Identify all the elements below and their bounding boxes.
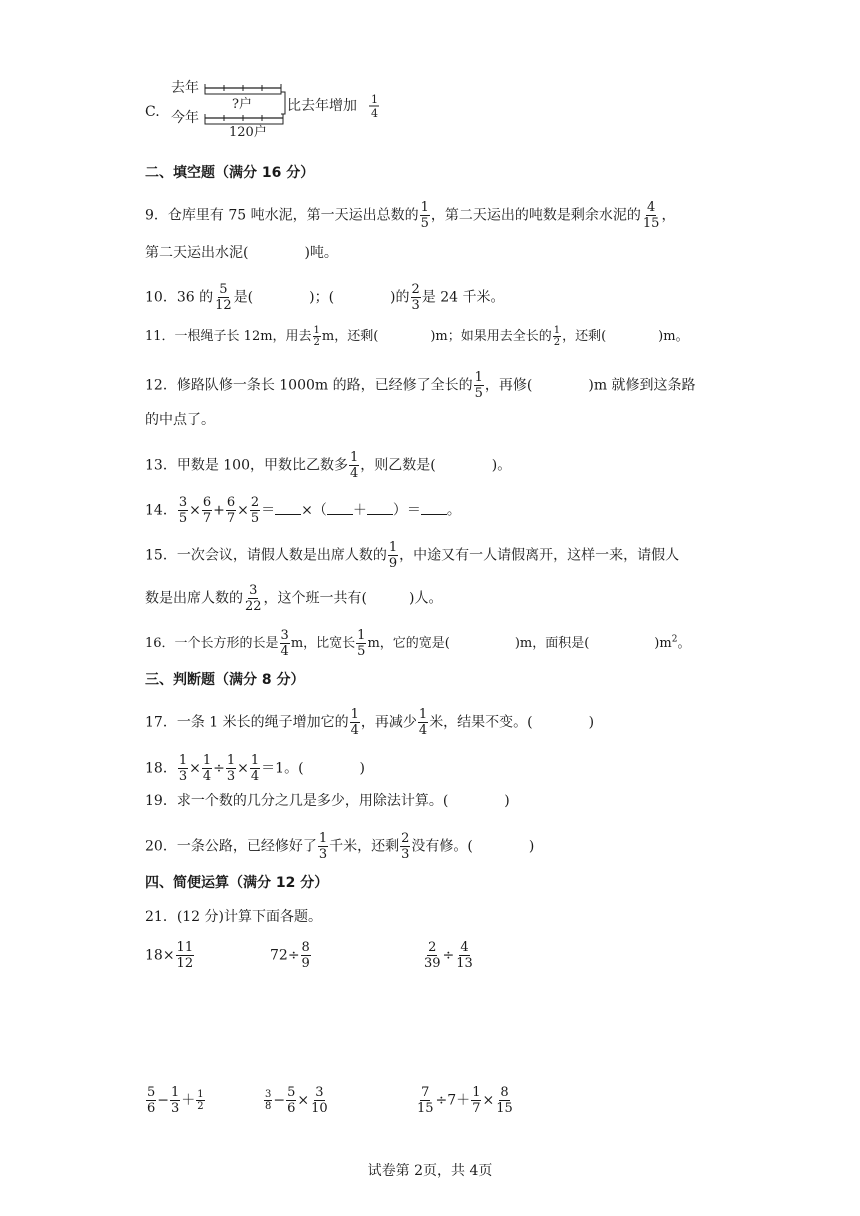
q14-blank-3[interactable] (367, 500, 393, 515)
compare-frac-den: 4 (371, 107, 378, 120)
q15-text-c: 数是出席人数的 (145, 590, 243, 607)
option-c (145, 78, 405, 142)
q14-frac-2: $\frac{6}{7}$ (202, 495, 212, 526)
q14-frac-1: $\frac{3}{5}$ (178, 495, 188, 526)
q12-frac-1: $\frac{1}{5}$ (474, 370, 483, 401)
q20-frac-2: $\frac{2}{3}$ (401, 831, 410, 862)
question-9-line2: 第二天运出水泥( )吨。 (145, 245, 338, 261)
q18-text-b: ＝1。( ) (261, 760, 365, 777)
q18-frac-3: $\frac{1}{3}$ (226, 753, 236, 784)
calc-expression-4: $\frac{5}{6}$ − $\frac{1}{3}$ ＋ $\frac{1}{2}$ (147, 1085, 204, 1116)
q10-text-b: 是( )；( )的 (233, 289, 410, 306)
question-16: 16．一个长方形的长是 $\frac{3}{4}$ m，比宽长 $\frac{1}{5}$ m，它的宽是( )m，面积是( )$m^2$。 (145, 628, 691, 659)
q16-sup: 2 (671, 634, 678, 645)
compare-text: 比去年增加 (287, 98, 357, 114)
option-c-letter: C. (145, 104, 160, 120)
q11-text-a: 11．一根绳子长 12m，用去 (145, 329, 312, 344)
q17-text-a: 17．一条 1 米长的绳子增加它的 (145, 714, 349, 731)
page-footer: 试卷第 2页，共 4页 (367, 1163, 493, 1179)
q17-frac-2: $\frac{1}{4}$ (418, 707, 428, 738)
calc-expression-3: $\frac{2}{39}$ ÷ $\frac{4}{13}$ (424, 940, 473, 971)
calc-expression-2: 72÷ $\frac{8}{9}$ (270, 940, 310, 971)
q14-frac-4: $\frac{2}{5}$ (250, 495, 260, 526)
q10-text-a: 10．36 的 (145, 289, 214, 306)
q11-text-b: m，还剩( )m；如果用去全长的 (321, 329, 552, 344)
q10-frac-2: $\frac{2}{3}$ (411, 282, 420, 313)
q13-text-a: 13．甲数是 100，甲数比乙数多 (145, 457, 348, 474)
q16-frac-2: $\frac{1}{5}$ (357, 628, 366, 659)
q13-frac-1: $\frac{1}{4}$ (350, 450, 359, 481)
q12-text-b: ，再修( )m 就修到这条路 (484, 377, 696, 394)
question-19: 19．求一个数的几分之几是多少，用除法计算。( ) (145, 793, 510, 809)
q18-frac-1: $\frac{1}{3}$ (178, 753, 188, 784)
q14-frac-3: $\frac{6}{7}$ (226, 495, 236, 526)
question-9 (145, 200, 675, 231)
q17-text-c: 米，结果不变。( ) (429, 714, 595, 731)
q9-text-a: 9．仓库里有 75 吨水泥，第一天运出总数的 (145, 207, 419, 224)
increase-brace (281, 92, 285, 114)
question-14: 14． $\frac{3}{5}$ × $\frac{6}{7}$ + $\frac{6}{7}$ × $\frac{2}{5}$ ＝ ×（ ＋ ）＝ 。 (145, 495, 461, 526)
q12-text-a: 12．修路队修一条长 1000m 的路，已经修了全长的 (145, 377, 473, 394)
q15-text-d: ，这个班一共有( )人。 (263, 590, 443, 607)
question-18: 18． $\frac{1}{3}$ × $\frac{1}{4}$ ÷ $\frac{1}{3}$ × $\frac{1}{4}$ ＝1。( ) (145, 753, 365, 784)
question-15 (145, 540, 679, 571)
q9-text-b: ，第二天运出的吨数是剩余水泥的 (430, 207, 641, 224)
calc-expression-5: $\frac{3}{8}$ − $\frac{5}{6}$ × $\frac{3}{10}$ (265, 1085, 328, 1116)
q20-text-b: 千米，还剩 (329, 838, 400, 855)
question-17 (145, 707, 594, 738)
q20-text-a: 20．一条公路，已经修好了 (145, 838, 317, 855)
calc-expression-1: 18× $\frac{11}{12}$ (145, 940, 194, 971)
section-title-fill-blank: 二、填空题（满分 16 分） (145, 165, 315, 181)
q14-text-a: 14． (145, 502, 177, 519)
q9-text-c: ， (661, 207, 676, 224)
calc-expression-6: $\frac{7}{15}$ ÷7＋ $\frac{1}{7}$ × $\frac{8}{15}$ (417, 1085, 513, 1116)
segment-diagram (145, 78, 405, 142)
q17-text-b: ，再减少 (360, 714, 417, 731)
q20-text-c: 没有修。( ) (411, 838, 535, 855)
compare-frac-num: 1 (371, 93, 378, 106)
q15-frac-2: $\frac{3}{22}$ (245, 583, 262, 614)
label-this-year: 今年 (171, 110, 199, 126)
q18-frac-4: $\frac{1}{4}$ (250, 753, 260, 784)
q14-blank-4[interactable] (421, 500, 447, 515)
q11-text-c: ，还剩( )m。 (562, 329, 689, 344)
q10-text-c: 是 24 千米。 (421, 289, 505, 306)
question-20 (145, 831, 534, 862)
question-12-line2: 的中点了。 (145, 412, 215, 428)
q11-frac-1: $\frac{1}{2}$ (313, 325, 320, 348)
q15-frac-1: $\frac{1}{9}$ (388, 540, 398, 571)
q16-text-b: m，比宽长 (290, 636, 356, 651)
label-last-year: 去年 (171, 80, 199, 96)
q14-blank-1[interactable] (275, 500, 301, 515)
q16-text-c: m，它的宽是( )m，面积是( )m (367, 636, 672, 651)
section-title-calculation: 四、简便运算（满分 12 分） (145, 875, 329, 891)
question-12 (145, 370, 696, 401)
q11-frac-2: $\frac{1}{2}$ (553, 325, 561, 348)
unknown-label: ?户 (232, 97, 252, 112)
question-13 (145, 450, 511, 481)
q20-frac-1: $\frac{1}{3}$ (318, 831, 328, 862)
question-11 (145, 325, 689, 348)
q10-frac-1: $\frac{5}{12}$ (215, 282, 232, 313)
total-label: 120户 (229, 125, 267, 140)
q17-frac-1: $\frac{1}{4}$ (350, 707, 359, 738)
q15-text-b: ，中途又有一人请假离开，这样一来，请假人 (399, 547, 680, 564)
q15-text-a: 15．一次会议，请假人数是出席人数的 (145, 547, 387, 564)
q16-text-a: 16．一个长方形的长是 (145, 636, 279, 651)
q18-frac-2: $\frac{1}{4}$ (202, 753, 212, 784)
question-21: 21．(12 分)计算下面各题。 (145, 909, 323, 925)
q18-text-a: 18． (145, 760, 177, 777)
question-15-line2 (145, 583, 442, 614)
q16-frac-1: $\frac{3}{4}$ (280, 628, 289, 659)
q9-frac-1: $\frac{1}{5}$ (420, 200, 429, 231)
section-title-judgement: 三、判断题（满分 8 分） (145, 672, 305, 688)
q13-text-b: ，则乙数是( )。 (360, 457, 512, 474)
q9-frac-2: $\frac{4}{15}$ (642, 200, 660, 231)
total-brace (205, 120, 283, 124)
question-10 (145, 282, 505, 313)
q14-blank-2[interactable] (327, 500, 353, 515)
